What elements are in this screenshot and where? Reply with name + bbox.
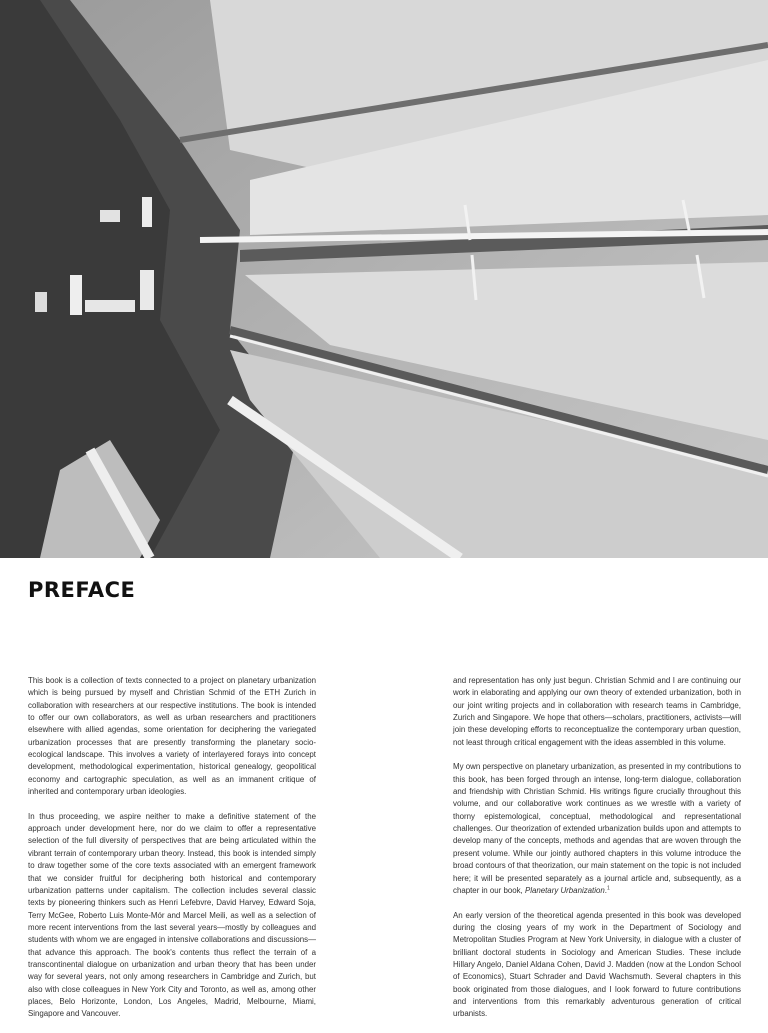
body-paragraph: and representation has only just begun. Christian Schmid and I are continuing our work in elaborating and applying our own theory of extended urbanization, both in our joint writing projects and in collaboration with research teams in Cambridge, Zurich and Singapore. We hope that others—scholars, practitioners, activists—will join these developing efforts to reconceptualize the contemporary urban question, not least through critical engagement with the ideas assembled in this volume. xyxy=(453,676,741,747)
book-title: Planetary Urbanization xyxy=(524,885,605,895)
body-paragraph: An early version of the theoretical agenda presented in this book was developed during the closing years of my work in the Department of Sociology and Metropolitan Studies Program at New York University, in dialogue with a cluster of brilliant doctoral students in Sociology and American Studies. These include Hillary Angelo, Daniel Aldana Cohen, David J. Madden (now at the London School of Economics), Stuart Schrader and David Wachsmuth. Several chapters in this book originated from those dialogues, and I look forward to future contributions and interventions from this remarkably adventurous generation of critical urbanists. xyxy=(453,910,741,1019)
right-column xyxy=(453,675,741,1033)
paragraph-end: . xyxy=(604,885,607,895)
paragraph-text: My own perspective on planetary urbanization, as presented in my contributions to this book, has been forged through an intense, long-term dialogue, collaboration and friendship with Christian Schmid. His writings figure crucially throughout this volume, and our collaborative work continues as we wrestle with a variety of thorny epistemological, conceptual, methodological and representational challenges. Our theorization of extended urbanization builds upon and attempts to develop many of the concepts, methods and agendas that are woven through the present volume. While our jointly authored chapters in this volume introduce the broad contours of that theorization, our main statement on the topic is not included here; it will be presented separately as a journal article and, subsequently, as a chapter in our book, xyxy=(453,762,741,895)
footnote-marker: 1 xyxy=(606,885,610,892)
page-title: PREFACE xyxy=(28,578,136,602)
left-column xyxy=(28,675,316,1033)
body-paragraph: This book is a collection of texts connected to a project on planetary urbanization which is being pursued by myself and Christian Schmid of the ETH Zurich in collaboration with researchers at our respective institutions. The book is intended to offer our own collaborators, as well as urban researchers and practitioners elsewhere with allied agendas, some orientation for deciphering the variegated urbanization processes that are presently transforming the planetary socio-ecological landscape. This involves a variety of interlayered forays into concept development, methodological experimentation, historical genealogy, geopolitical economy and cartographic speculation, as well as an immanent critique of inherited and contemporary urban ideologies. xyxy=(28,676,316,797)
body-paragraph xyxy=(453,761,741,897)
body-paragraph: In thus proceeding, we aspire neither to make a definitive statement of the approach under development here, nor do we claim to offer a representative selection of the full diversity of perspectives that are being articulated within the vibrant terrain of contemporary urban theory. Instead, this book is intended simply to draw together some of the core texts associated with an emergent framework that we consider fruitful for deciphering both historical and contemporary urbanization patterns under capitalism. The collection includes several classic texts by pioneering thinkers such as Henri Lefebvre, David Harvey, Edward Soja, Terry McGee, Roberto Luis Monte-Mór and Marcel Meili, as well as a selection of more recent interventions from the last several years—mostly by colleagues and students with whom we are engaged in intensive collaborations and discussions—that advance this approach. The book's contents thus reflect the terrain of a transcontinental dialogue on urbanization and urban theory that has been under way for several years, not only among researchers in Cambridge and Zurich, but also with close colleagues in New York City and Toronto, as well as, among other places, Belo Horizonte, London, Los Angeles, Madrid, Melbourne, Miami, Singapore and Vancouver. xyxy=(28,811,316,1019)
